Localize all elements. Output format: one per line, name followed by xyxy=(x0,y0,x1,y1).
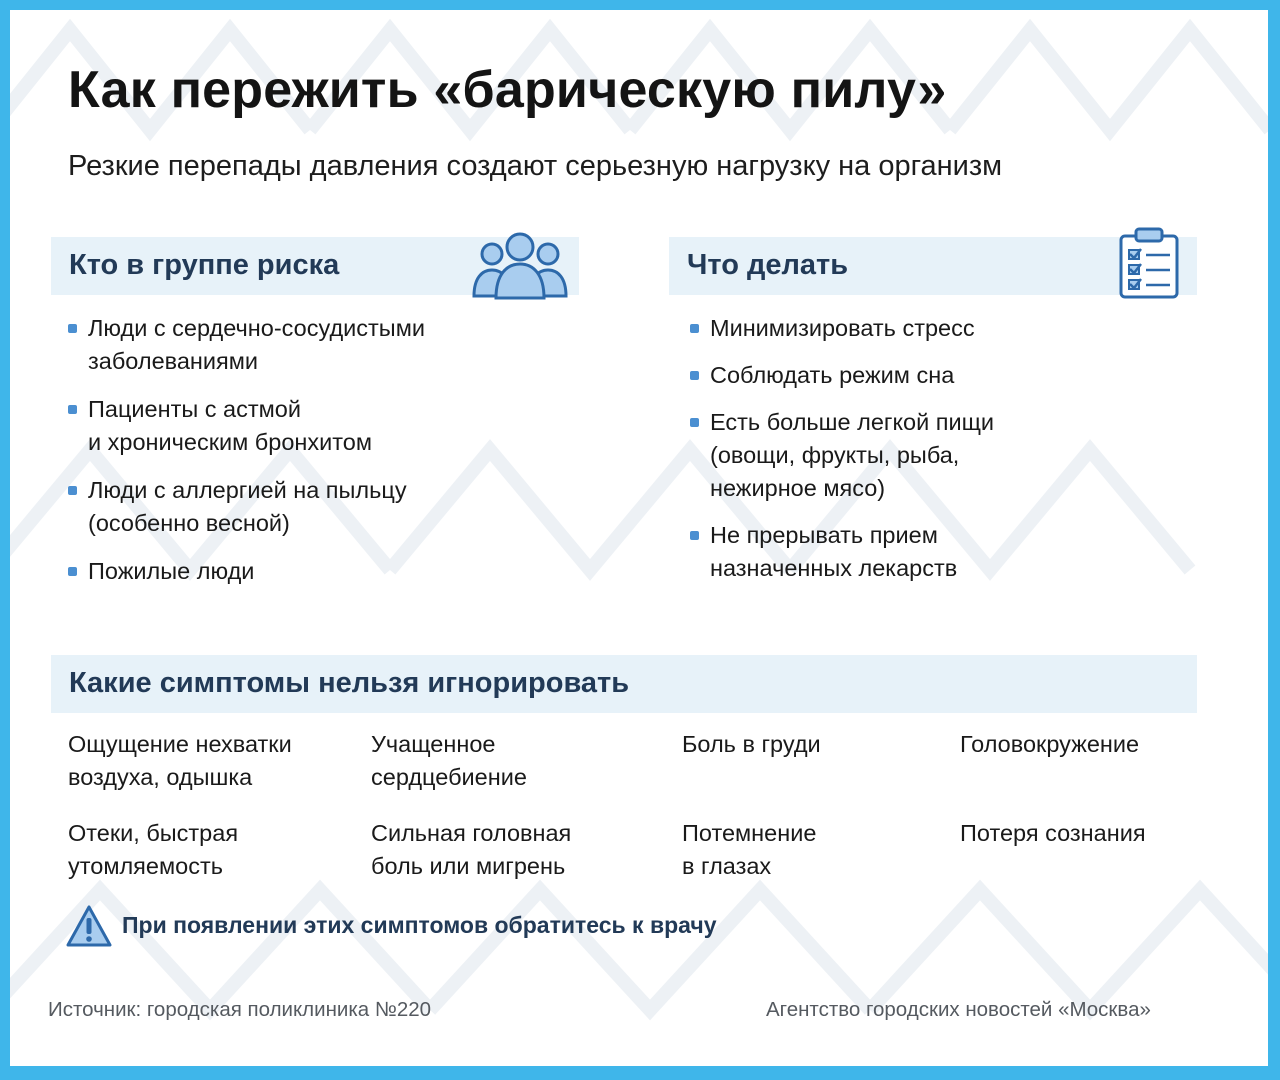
symptom-item xyxy=(960,817,1230,850)
list-item-line: Люди с аллергией на пыльцу xyxy=(88,477,407,503)
symptom-line: Боль в груди xyxy=(682,731,821,757)
bullet-icon xyxy=(690,371,699,380)
list-item-line: Пожилые люди xyxy=(88,558,255,584)
symptom-line: утомляемость xyxy=(68,853,223,879)
warning-text: При появлении этих симптомов обратитесь к врачу xyxy=(122,912,717,938)
symptom-line: Учащенное xyxy=(371,731,496,757)
list-item xyxy=(68,474,548,540)
symptom-item xyxy=(682,817,952,883)
agency-credit: Агентство городских новостей «Москва» xyxy=(766,998,1151,1021)
list-item-line: (особенно весной) xyxy=(88,510,290,536)
list-item xyxy=(690,359,1190,392)
content-layer xyxy=(10,10,1268,1066)
list-item-line: Есть больше легкой пищи xyxy=(710,409,995,435)
risk-list xyxy=(68,312,548,603)
list-item-line: заболеваниями xyxy=(88,348,259,374)
list-item xyxy=(690,406,1190,505)
list-item-line: Не прерывать прием xyxy=(710,522,938,548)
todo-section-title: Что делать xyxy=(687,249,849,281)
symptoms-grid xyxy=(68,728,1208,908)
todo-list xyxy=(690,312,1190,599)
bullet-icon xyxy=(68,486,77,495)
symptom-line: воздуха, одышка xyxy=(68,764,253,790)
list-item xyxy=(68,393,548,459)
infographic-card xyxy=(10,10,1268,1066)
bullet-icon xyxy=(690,324,699,333)
list-item xyxy=(68,312,548,378)
bullet-icon xyxy=(68,405,77,414)
symptoms-section-header xyxy=(51,655,1197,713)
symptom-line: боль или мигрень xyxy=(371,853,566,879)
symptom-item xyxy=(371,728,641,794)
symptom-line: Потемнение xyxy=(682,820,817,846)
page-title: Как пережить «барическую пилу» xyxy=(68,61,947,119)
list-item-line: Минимизировать стресс xyxy=(710,315,975,341)
list-item-line: Пациенты с астмой xyxy=(88,396,301,422)
symptom-item xyxy=(960,728,1230,761)
risk-section-title: Кто в группе риска xyxy=(69,249,340,281)
symptoms-section-title: Какие симптомы нельзя игнорировать xyxy=(69,667,630,699)
symptom-line: Ощущение нехватки xyxy=(68,731,292,757)
source-credit: Источник: городская поликлиника №220 xyxy=(48,998,432,1021)
symptom-line: Сильная головная xyxy=(371,820,572,846)
bullet-icon xyxy=(68,324,77,333)
list-item xyxy=(690,312,1190,345)
list-item xyxy=(68,555,548,588)
bullet-icon xyxy=(690,531,699,540)
warning-triangle-icon xyxy=(66,904,112,948)
list-item-line: Люди с сердечно-сосудистыми xyxy=(88,315,425,341)
list-item-line: (овощи, фрукты, рыба, xyxy=(710,442,960,468)
page-subtitle: Резкие перепады давления создают серьезную нагрузку на организм xyxy=(68,150,1003,182)
symptom-line: Потеря сознания xyxy=(960,820,1146,846)
symptom-item xyxy=(68,728,338,794)
doctor-warning xyxy=(66,904,826,952)
list-item-line: и хроническим бронхитом xyxy=(88,429,372,455)
symptom-item xyxy=(682,728,952,761)
symptom-line: сердцебиение xyxy=(371,764,527,790)
list-item-line: Соблюдать режим сна xyxy=(710,362,955,388)
people-group-icon xyxy=(470,230,570,300)
symptom-line: Головокружение xyxy=(960,731,1140,757)
symptom-item xyxy=(371,817,641,883)
symptom-line: в глазах xyxy=(682,853,772,879)
bullet-icon xyxy=(690,418,699,427)
list-item-line: назначенных лекарств xyxy=(710,555,958,581)
bullet-icon xyxy=(68,567,77,576)
symptom-line: Отеки, быстрая xyxy=(68,820,239,846)
list-item xyxy=(690,519,1190,585)
checklist-clipboard-icon xyxy=(1118,226,1180,300)
symptom-item xyxy=(68,817,338,883)
list-item-line: нежирное мясо) xyxy=(710,475,886,501)
